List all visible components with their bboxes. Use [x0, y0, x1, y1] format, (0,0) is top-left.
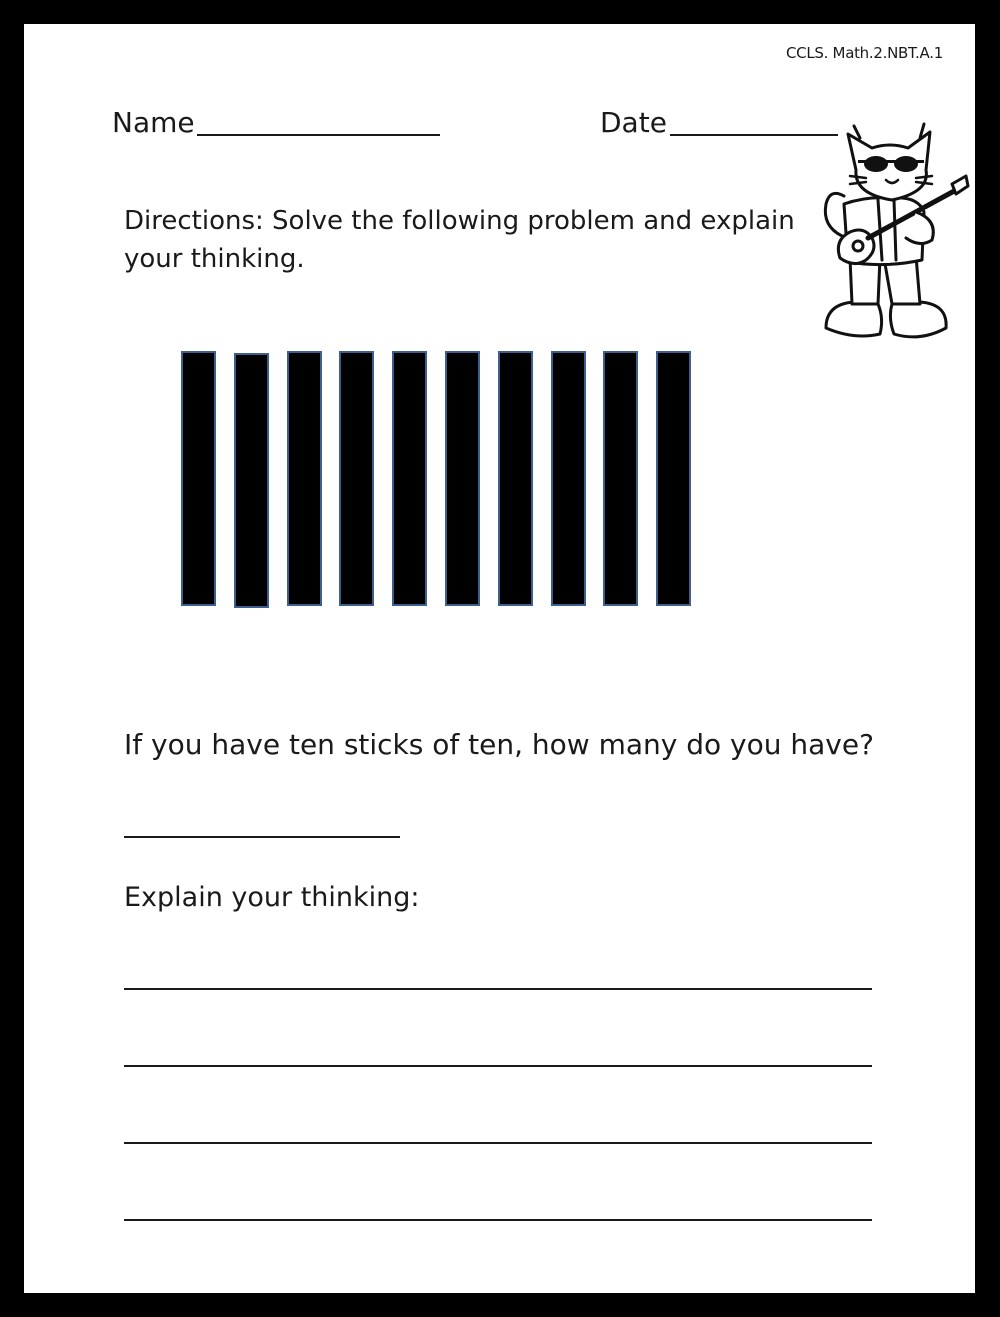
question-text: If you have ten sticks of ten, how many do you have? [124, 728, 874, 761]
explain-writing-line[interactable] [124, 1142, 872, 1144]
date-label: Date [600, 106, 667, 139]
ten-sticks-group [24, 24, 975, 1293]
answer-blank-line[interactable] [124, 836, 400, 838]
name-label: Name [112, 106, 195, 139]
directions-text: Directions: Solve the following problem and explain your thinking. [124, 206, 795, 274]
ten-stick [445, 351, 480, 606]
ten-stick [287, 351, 322, 606]
ten-stick [234, 353, 269, 608]
ten-stick [498, 351, 533, 606]
ten-stick [392, 351, 427, 606]
ten-stick [603, 351, 638, 606]
standard-code: CCLS. Math.2.NBT.A.1 [786, 44, 943, 62]
ten-stick [339, 351, 374, 606]
ten-stick [181, 351, 216, 606]
ten-stick [551, 351, 586, 606]
explain-writing-line[interactable] [124, 1219, 872, 1221]
explain-writing-line[interactable] [124, 988, 872, 990]
ten-stick [656, 351, 691, 606]
explain-writing-line[interactable] [124, 1065, 872, 1067]
explain-label: Explain your thinking: [124, 882, 420, 913]
worksheet-page [24, 24, 975, 1293]
